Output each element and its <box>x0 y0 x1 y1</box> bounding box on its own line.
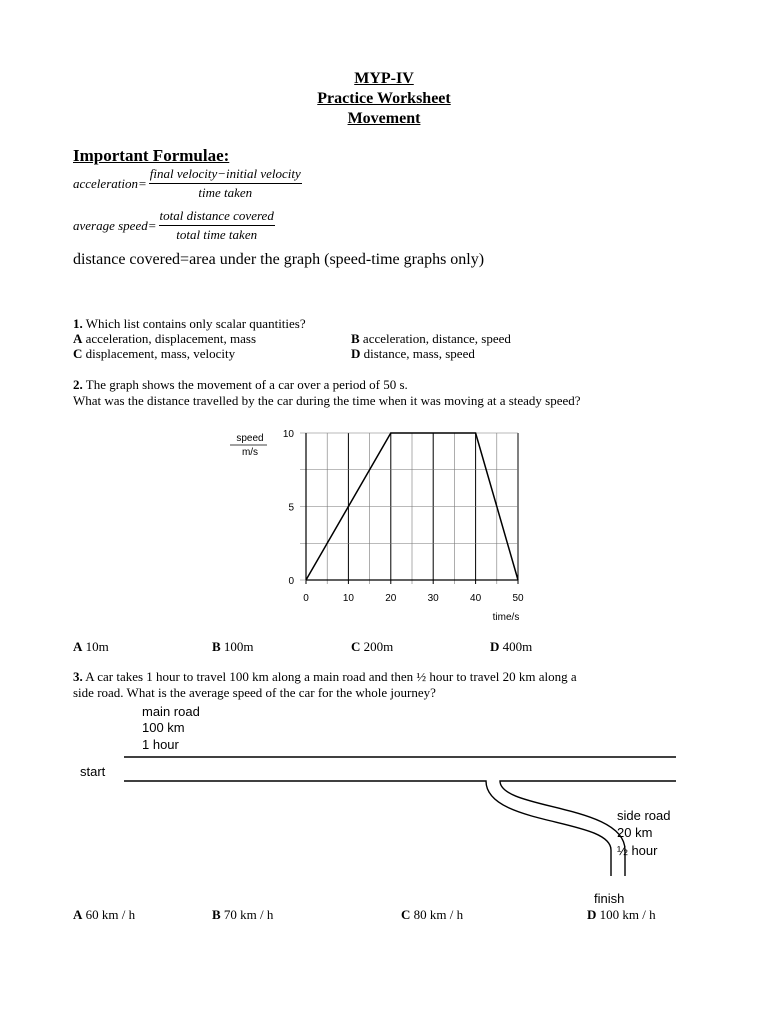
acceleration-label: acceleration= <box>73 175 147 191</box>
average-speed-label: average speed= <box>73 217 157 233</box>
q1-option-b[interactable] <box>351 331 511 347</box>
x-tick-label: 20 <box>385 593 397 604</box>
title-line-2: Practice Worksheet <box>317 90 451 107</box>
q2-option-a-letter: A <box>73 639 83 654</box>
q3-option-b[interactable] <box>212 907 273 923</box>
q2-option-c-text: 200m <box>363 639 394 654</box>
question-1 <box>73 316 306 332</box>
q1-option-a[interactable] <box>73 331 256 347</box>
q1-option-c-letter: C <box>73 346 83 361</box>
main-road-label: main road <box>142 704 200 719</box>
side-road-distance: 20 km <box>617 825 653 840</box>
q3-option-c-text: 80 km / h <box>413 907 464 922</box>
x-tick-label: 40 <box>470 593 482 604</box>
average-speed-fraction <box>159 208 275 243</box>
q3-option-a[interactable] <box>73 907 135 923</box>
question-1-text: Which list contains only scalar quantities? <box>85 316 306 331</box>
q2-option-a-text: 10m <box>85 639 109 654</box>
q2-option-c[interactable] <box>351 639 393 655</box>
q1-option-c[interactable] <box>73 346 235 362</box>
y-axis-label-top: speed <box>236 433 264 444</box>
question-2-text-2: What was the distance travelled by the car during the time when it was moving at a steady speed? <box>73 393 581 408</box>
q1-option-d-text: distance, mass, speed <box>363 346 475 361</box>
q1-option-d-letter: D <box>351 346 361 361</box>
y-tick-label: 0 <box>288 576 294 587</box>
q3-option-c-letter: C <box>401 907 411 922</box>
x-tick-label: 10 <box>342 593 354 604</box>
title-line-3: Movement <box>347 110 421 127</box>
side-road-time: ½ hour <box>617 843 658 858</box>
q2-option-d-letter: D <box>490 639 500 654</box>
x-tick-label: 50 <box>512 593 524 604</box>
question-2-number: 2. <box>73 377 83 392</box>
q3-option-a-text: 60 km / h <box>85 907 136 922</box>
q1-option-a-text: acceleration, displacement, mass <box>85 331 257 346</box>
question-1-number: 1. <box>73 316 83 331</box>
question-3 <box>73 669 577 685</box>
main-road-distance: 100 km <box>142 720 185 735</box>
q3-option-d-text: 100 km / h <box>599 907 656 922</box>
q2-option-d[interactable] <box>490 639 532 655</box>
main-road-time: 1 hour <box>142 737 179 752</box>
acceleration-denominator: time taken <box>198 185 253 200</box>
x-tick-label: 0 <box>303 593 309 604</box>
q3-option-b-letter: B <box>212 907 221 922</box>
formulae-heading: Important Formulae: <box>73 146 230 165</box>
question-2-text-1: The graph shows the movement of a car over a period of 50 s. <box>85 377 408 392</box>
q3-option-a-letter: A <box>73 907 83 922</box>
q1-option-a-letter: A <box>73 331 83 346</box>
title-line-1: MYP-IV <box>354 70 414 87</box>
start-label: start <box>80 764 106 779</box>
side-road-label: side road <box>617 808 671 823</box>
q2-option-d-text: 400m <box>502 639 533 654</box>
q2-option-a[interactable] <box>73 639 109 655</box>
speed-time-graph <box>225 420 545 630</box>
acceleration-numerator: final velocity−initial velocity <box>149 166 302 184</box>
y-tick-label: 5 <box>288 502 294 514</box>
q3-option-b-text: 70 km / h <box>223 907 274 922</box>
q2-option-c-letter: C <box>351 639 361 654</box>
average-speed-numerator: total distance covered <box>159 208 275 226</box>
acceleration-fraction <box>149 166 302 201</box>
average-speed-formula <box>73 208 275 243</box>
question-2 <box>73 377 408 393</box>
acceleration-formula <box>73 166 302 201</box>
q1-option-d[interactable] <box>351 346 475 362</box>
finish-label: finish <box>594 891 625 906</box>
average-speed-denominator: total time taken <box>176 227 258 242</box>
main-road-bottom-edge <box>124 781 611 876</box>
q2-option-b-text: 100m <box>223 639 254 654</box>
question-3-number: 3. <box>73 669 83 684</box>
q3-option-c[interactable] <box>401 907 463 923</box>
question-3-text-2: side road. What is the average speed of the car for the whole journey? <box>73 685 436 700</box>
q1-option-b-text: acceleration, distance, speed <box>362 331 511 346</box>
q1-option-b-letter: B <box>351 331 360 346</box>
road-diagram <box>0 700 768 910</box>
q3-option-d[interactable] <box>587 907 656 923</box>
x-axis-label: time/s <box>492 612 520 623</box>
q1-option-c-text: displacement, mass, velocity <box>85 346 236 361</box>
question-3-text-1: A car takes 1 hour to travel 100 km along a main road and then ½ hour to travel 20 km along a <box>85 669 577 684</box>
x-tick-label: 30 <box>427 593 439 604</box>
q2-option-b[interactable] <box>212 639 254 655</box>
y-tick-label: 10 <box>282 429 294 440</box>
y-axis-label-bottom: m/s <box>241 447 259 458</box>
q2-option-b-letter: B <box>212 639 221 654</box>
area-rule: distance covered=area under the graph (speed-time graphs only) <box>73 251 485 268</box>
q3-option-d-letter: D <box>587 907 597 922</box>
